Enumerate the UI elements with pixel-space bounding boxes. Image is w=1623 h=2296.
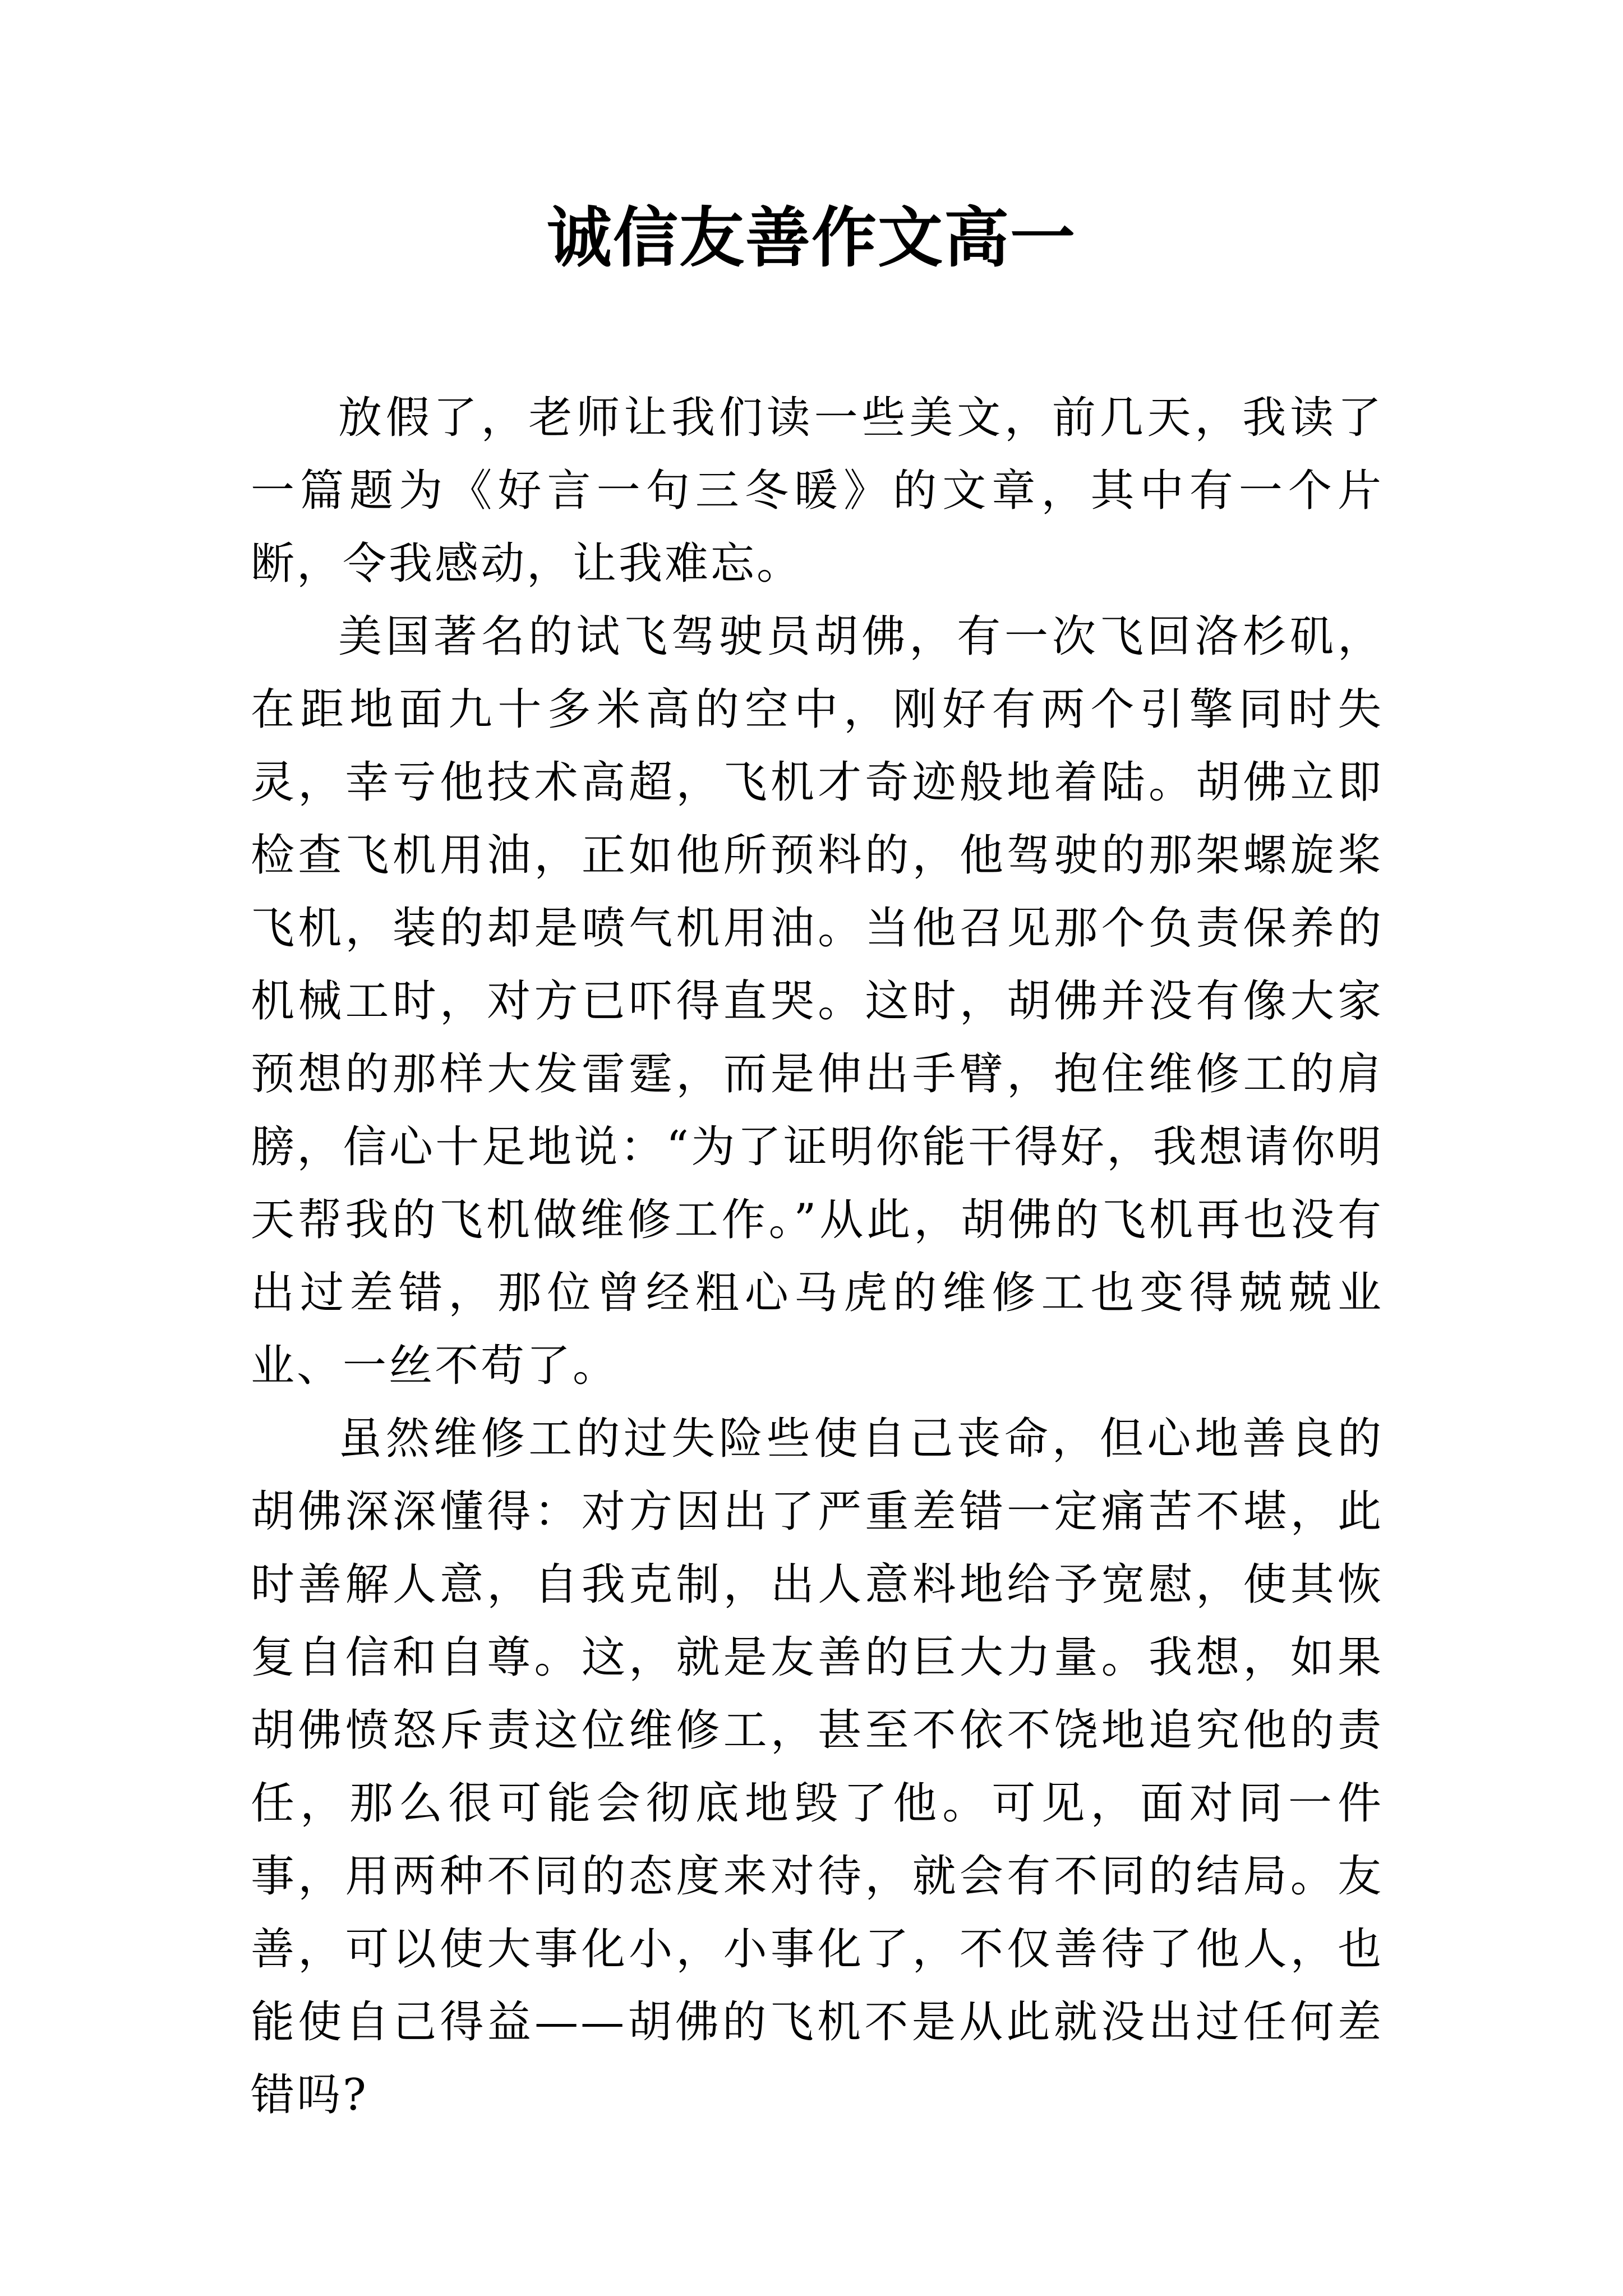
- document-title: 诚信友善作文高一: [547, 200, 1076, 276]
- paragraph-2: 美国著名的试飞驾驶员胡佛，有一次飞回洛杉矶，在距地面九十多米高的空中，刚好有两个引擎同时失灵，幸亏他技术高超，飞机才奇迹般地着陆。胡佛立即检查飞机用油，正如他所预料的，他驾驶的那架螺旋桨飞机，装的却是喷气机用油。当他召见那个负责保养的机械工时，对方已吓得直哭。这时，胡佛并没有像大家预想的那样大发雷霆，而是伸出手臂，抱住维修工的肩膀，信心十足地说：“为了证明你能干得好，我想请你明天帮我的飞机做维修工作。”从此，胡佛的飞机再也没有出过差错，那位曾经粗心马虎的维修工也变得兢兢业业、一丝不苟了。: [251, 611, 1384, 1391]
- paragraph-1: 放假了，老师让我们读一些美文，前几天，我读了一篇题为《好言一句三冬暖》的文章，其中有一个片断，令我感动，让我难忘。: [251, 393, 1384, 589]
- document-body: [251, 381, 1384, 2132]
- paragraph-3: 虽然维修工的过失险些使自己丧命，但心地善良的胡佛深深懂得：对方因出了严重差错一定痛苦不堪，此时善解人意，自我克制，出人意料地给予宽慰，使其恢复自信和自尊。这，就是友善的巨大力量。我想，如果胡佛愤怒斥责这位维修工，甚至不依不饶地追究他的责任，那么很可能会彻底地毁了他。可见，面对同一件事，用两种不同的态度来对待，就会有不同的结局。友善，可以使大事化小，小事化了，不仅善待了他人，也能使自己得益——胡佛的飞机不是从此就没出过任何差错吗?: [251, 1414, 1384, 2120]
